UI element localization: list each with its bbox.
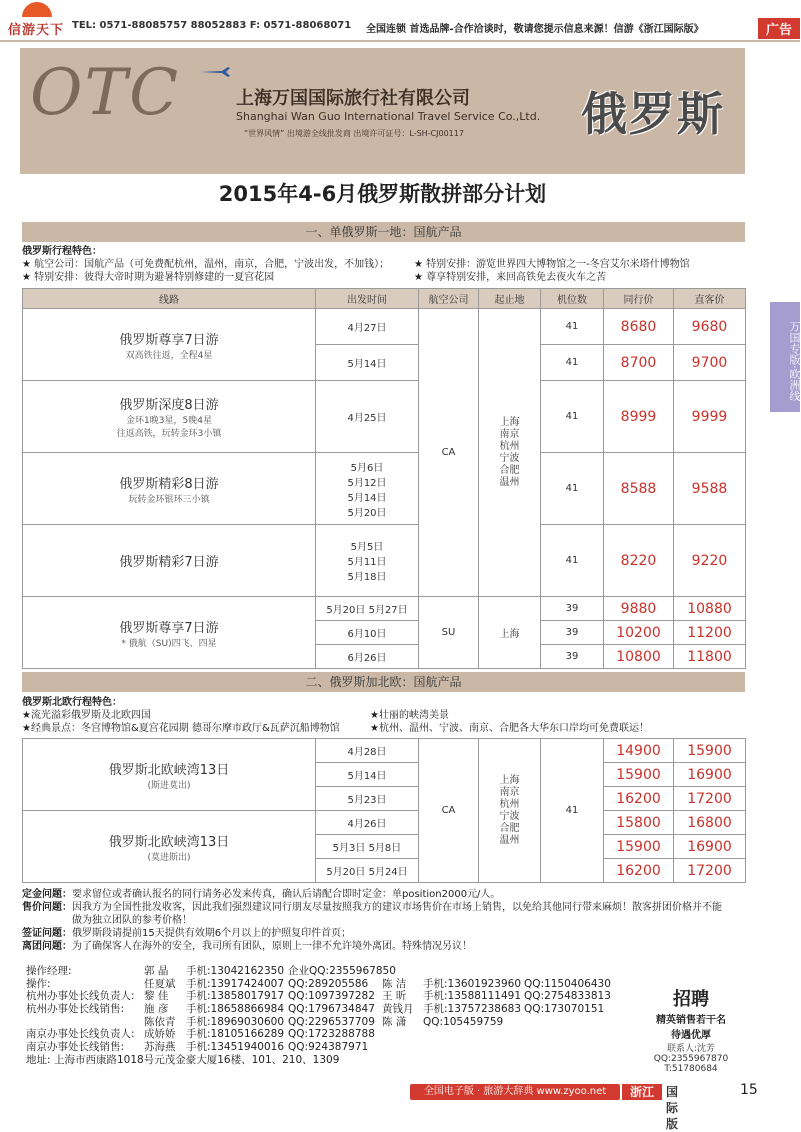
route-name: 俄罗斯北欧峡湾13日: [108, 834, 230, 850]
contact-name: 陈 潇: [382, 1015, 407, 1028]
sun-icon: [22, 2, 52, 17]
route-sub: 玩转金环银环三小镇: [128, 494, 210, 505]
peer-price: 8588: [604, 453, 674, 525]
seats-cell: 41: [541, 309, 604, 345]
note-label: 定金问题：: [22, 889, 72, 900]
contact-qq: QQ:1150406430: [524, 977, 611, 990]
feature-title: 俄罗斯行程特色：: [22, 246, 102, 257]
peer-price: 14900: [604, 739, 674, 763]
peer-price: 8999: [604, 381, 674, 453]
contact-role: 杭州办事处长线销售:: [26, 1003, 125, 1016]
otc-logo: OTC: [30, 56, 181, 130]
seats-cell: 41: [541, 381, 604, 453]
address: 上海市西康路1018号元茂金豪大厦16楼、101、210、1309: [54, 1053, 340, 1066]
date-cell: 6月26日: [316, 645, 419, 669]
page-number: 15: [740, 1082, 758, 1098]
schedule-table-2: [22, 738, 746, 883]
header-banner: [20, 48, 745, 174]
schedule-table-1: [22, 288, 746, 669]
contact-name: 成娇娇: [144, 1028, 176, 1041]
note-label: 售价问题：: [22, 902, 72, 913]
feature-line: ★ 特别安排：彼得大帝时期为避暑特别修建的一夏宫花园: [22, 272, 275, 283]
seats-cell: 39: [541, 597, 604, 621]
plan-title: 2015年4-6月俄罗斯散拼部分计划: [218, 182, 547, 206]
side-tab: 万国专版·欧洲线: [770, 302, 800, 412]
contact-qq: QQ:2754833813: [524, 990, 611, 1003]
route-sub: * 俄航（SU)四飞、四星: [121, 638, 217, 649]
contact-name: 苏海燕: [144, 1041, 176, 1054]
route-cell: [23, 309, 316, 381]
plane-icon: [200, 66, 230, 78]
table-row: [23, 309, 746, 345]
airline-cell: SU: [419, 597, 479, 669]
route-name: 俄罗斯深度8日游: [119, 398, 219, 413]
recruit-line: QQ:2355967870: [653, 1054, 729, 1064]
date-line: 5月6日: [350, 462, 384, 474]
route-name: 俄罗斯精彩8日游: [119, 476, 219, 492]
date-cell: 5月20日 5月24日: [316, 859, 419, 883]
city: 上海: [499, 774, 520, 786]
city: 合肥: [499, 822, 520, 834]
contact-name: 施 彦: [144, 1003, 169, 1016]
company-name: 上海万国国际旅行社有限公司: [236, 88, 470, 109]
route-cell: [23, 381, 316, 453]
direct-price: 9220: [674, 525, 746, 597]
seats-cell: 39: [541, 645, 604, 669]
date-cell: 4月27日: [316, 309, 419, 345]
feature-line: ★ 尊享特别安排，来回高铁免去夜火车之苦: [414, 272, 607, 283]
section-1-bar: 一、单俄罗斯一地：国航产品: [22, 222, 745, 242]
peer-price: 15900: [604, 835, 674, 859]
contact-qq: QQ:289205586: [288, 977, 369, 990]
route-name: 俄罗斯精彩7日游: [119, 555, 219, 570]
note-text: 做为独立团队的参考价格！: [72, 915, 192, 926]
date-cell: [316, 525, 419, 597]
table-header: [23, 289, 746, 309]
section-2-features: [22, 696, 745, 736]
route-sub: (莫进斯出): [147, 852, 191, 863]
company-name-en: Shanghai Wan Guo International Travel Service Co.,Ltd.: [236, 110, 541, 123]
section-2-bar: 二、俄罗斯加北欧：国航产品: [22, 672, 745, 692]
recruit-line: T:51780684: [664, 1064, 718, 1074]
feature-line: ★杭州、温州、宁波、南京、合肥各大华东口岸均可免费联运！: [370, 723, 649, 734]
city: 温州: [499, 834, 520, 846]
contact-qq: QQ:105459759: [423, 1015, 504, 1028]
seats-cell: 41: [541, 739, 604, 883]
col-header: 起止地: [479, 289, 541, 309]
direct-price: 9680: [674, 309, 746, 345]
note-label: 签证问题：: [22, 928, 72, 939]
direct-price: 17200: [674, 859, 746, 883]
city: 温州: [499, 476, 520, 488]
contact-qq: QQ:1796734847: [288, 1003, 375, 1016]
note-text: 俄罗斯段请提前15天提供有效期6个月以上的护照复印件首页；: [72, 928, 352, 939]
date-cell: 5月20日 5月27日: [316, 597, 419, 621]
date-cell: 5月23日: [316, 787, 419, 811]
contact-phone: 手机:13601923960: [423, 977, 522, 990]
contact-qq: 企业QQ:2355967850: [288, 965, 396, 977]
date-line: 5月20日: [347, 507, 387, 519]
col-header: 线路: [23, 289, 316, 309]
contact-qq: QQ:1723288788: [288, 1028, 375, 1041]
ad-tag: 广告: [758, 18, 800, 39]
contact-row: [26, 1003, 646, 1016]
recruit-title: 招聘: [673, 989, 709, 1010]
col-header: 同行价: [604, 289, 674, 309]
date-line: 5月5日: [350, 542, 384, 553]
contact-role: 杭州办事处长线负责人:: [26, 990, 135, 1003]
recruit-line: 待遇优厚: [671, 1030, 711, 1041]
feature-line: ★经典景点：冬宫博物馆&夏宫花园期 德哥尔摩市政厅&瓦萨沉船博物馆: [22, 723, 340, 734]
contact-name: 陈依青: [144, 1015, 176, 1028]
seats-cell: 41: [541, 453, 604, 525]
russia-title: 俄罗斯: [581, 87, 725, 141]
contact-name: 王 昕: [382, 990, 407, 1003]
peer-price: 9880: [604, 597, 674, 621]
table-row: [23, 811, 746, 835]
peer-price: 8680: [604, 309, 674, 345]
direct-price: 9700: [674, 345, 746, 381]
contact-role: 操作经理:: [26, 965, 72, 977]
peer-price: 10200: [604, 621, 674, 645]
logo-text: 信游天下: [8, 23, 65, 38]
direct-price: 16800: [674, 811, 746, 835]
route-name: 俄罗斯尊享7日游: [119, 332, 219, 348]
col-header: 出发时间: [316, 289, 419, 309]
direct-price: 10880: [674, 597, 746, 621]
table-row: [23, 453, 746, 525]
contact-role: 地址:: [26, 1053, 51, 1066]
date-cell: 4月26日: [316, 811, 419, 835]
route-sub: 金环1晚3星，5晚4星: [126, 416, 212, 426]
peer-price: 16200: [604, 787, 674, 811]
contact-phone: 手机:13042162350: [186, 965, 285, 977]
date-cell: 5月14日: [316, 345, 419, 381]
city: 合肥: [499, 464, 520, 476]
contact-qq: QQ:2296537709: [288, 1015, 375, 1028]
contact-row: [26, 965, 646, 978]
city: 南京: [499, 428, 520, 440]
contact-phone: 手机:13917424007: [186, 977, 285, 990]
route-cell: [23, 525, 316, 597]
top-strip: [0, 0, 800, 42]
contact-row: [26, 990, 646, 1003]
seats-cell: 41: [541, 525, 604, 597]
route-cell: [23, 739, 316, 811]
direct-price: 17200: [674, 787, 746, 811]
city: 宁波: [499, 810, 520, 822]
peer-price: 8220: [604, 525, 674, 597]
date-cell: 5月3日 5月8日: [316, 835, 419, 859]
recruit-box: [640, 985, 742, 1074]
route-cell: [23, 811, 316, 883]
contact-name: 任夏斌: [144, 977, 176, 990]
contact-role: 南京办事处长线负责人:: [26, 1028, 135, 1041]
contact-row: [26, 1028, 646, 1041]
contacts-block: [26, 965, 646, 1067]
peer-price: 10800: [604, 645, 674, 669]
contact-name: 郭 晶: [144, 965, 169, 977]
date-cell: [316, 453, 419, 525]
contact-row: [26, 1041, 646, 1054]
peer-price: 16200: [604, 859, 674, 883]
col-header: 航空公司: [419, 289, 479, 309]
airline-cell: CA: [419, 309, 479, 597]
section-1-features: [22, 245, 745, 285]
contact-row: [26, 1054, 646, 1067]
date-line: 5月12日: [347, 477, 387, 489]
footer-site-link[interactable]: 全国电子版 · 旅游大辞典 www.zyoo.net: [410, 1084, 620, 1100]
table-row: [23, 381, 746, 453]
brand-logo: [6, 2, 68, 40]
route-cell: [23, 453, 316, 525]
peer-price: 8700: [604, 345, 674, 381]
direct-price: 15900: [674, 739, 746, 763]
route-sub: (斯进莫出): [147, 780, 191, 791]
table-row: [23, 739, 746, 763]
contact-name: 黎 佳: [144, 990, 169, 1003]
direct-price: 16900: [674, 835, 746, 859]
note-text: 因我方为全国性批发收客，因此我们强烈建议同行朋友尽量按照我方的建议市场售价在市场上销售，以免给其他同行带来麻烦！散客拼团价格并不能: [72, 902, 722, 913]
peer-price: 15900: [604, 763, 674, 787]
contact-row: [26, 1016, 646, 1029]
feature-line: ★流光溢彩俄罗斯及北欧四国: [22, 710, 151, 721]
date-cell: 5月14日: [316, 763, 419, 787]
feature-title: 俄罗斯北欧行程特色：: [22, 697, 122, 708]
note-text: 要求留位或者确认报名的同行请务必发来传真，确认后请配合即时定金：单position2000元/人。: [72, 889, 501, 900]
route-cell: [23, 597, 316, 669]
recruit-line: 联系人:沈芳: [666, 1044, 716, 1054]
date-cell: 4月25日: [316, 381, 419, 453]
notice-text: 全国连锁 首选品牌-合作洽谈时，敬请您提示信息来源！信游《浙江国际版》: [366, 24, 704, 35]
date-line: 5月18日: [347, 572, 387, 583]
city: 杭州: [499, 440, 520, 452]
footer-zhejiang: 浙江: [622, 1084, 662, 1100]
contact-phone: 手机:18969030600: [186, 1015, 285, 1028]
recruit-line: 精英销售若干名: [656, 1015, 726, 1026]
note-text: 为了确保客人在海外的安全，我司所有团队，原则上一律不允许境外离团。特殊情况另议！: [72, 941, 472, 952]
route-name: 俄罗斯北欧峡湾13日: [108, 762, 230, 778]
city: 南京: [499, 786, 520, 798]
contact-qq: QQ:173070151: [524, 1003, 605, 1016]
footer-intl: 国际版: [666, 1085, 679, 1131]
cities-cell: [479, 309, 541, 597]
direct-price: 9588: [674, 453, 746, 525]
feature-line: ★ 航空公司：国航产品（可免费配杭州，温州，南京，合肥，宁波出发，不加钱）；: [22, 259, 390, 270]
contact-name: 黄钱月: [382, 1003, 414, 1016]
contact-qq: QQ:1097397282: [288, 990, 375, 1003]
contact-tel: TEL: 0571-88085757 88052883 F: 0571-88068071: [72, 20, 352, 31]
col-header: 直客价: [674, 289, 746, 309]
contact-role: 操作:: [26, 977, 51, 990]
contact-name: 陈 洁: [382, 977, 407, 990]
route-sub: 双高铁往返，全程4星: [125, 350, 213, 361]
route-sub: 往返高铁，玩转金环3小镇: [116, 429, 222, 439]
contact-phone: 手机:13588111491: [423, 990, 522, 1003]
seats-cell: 39: [541, 621, 604, 645]
date-line: 5月11日: [347, 557, 387, 568]
city: 上海: [499, 416, 520, 428]
table-row: [23, 525, 746, 597]
contact-phone: 手机:13757238683: [423, 1003, 522, 1016]
contact-role: 南京办事处长线销售:: [26, 1041, 125, 1054]
feature-line: ★壮丽的峡湾美景: [370, 710, 449, 721]
note-label: 离团问题：: [22, 941, 72, 952]
date-cell: 4月28日: [316, 739, 419, 763]
contact-phone: 手机:18658866984: [186, 1003, 285, 1016]
direct-price: 16900: [674, 763, 746, 787]
contact-qq: QQ:924387971: [288, 1041, 369, 1054]
cities-cell: [479, 739, 541, 883]
notes-block: [22, 888, 745, 953]
route-name: 俄罗斯尊享7日游: [119, 620, 219, 636]
contact-row: [26, 978, 646, 991]
peer-price: 15800: [604, 811, 674, 835]
cities-cell: 上海: [479, 597, 541, 669]
direct-price: 9999: [674, 381, 746, 453]
date-line: 5月14日: [347, 492, 387, 504]
license-text: “世界风情” 出境游全线批发商 出境许可证号：L-SH-CJ00117: [244, 129, 464, 138]
contact-phone: 手机:13858017917: [186, 990, 285, 1003]
contact-phone: 手机:18105166289: [186, 1028, 285, 1041]
feature-line: ★ 特别安排：游览世界四大博物馆之一-冬宫艾尔米塔什博物馆: [414, 259, 690, 270]
contact-phone: 手机:13451940016: [186, 1041, 285, 1054]
table-row: [23, 597, 746, 621]
direct-price: 11800: [674, 645, 746, 669]
city: 杭州: [499, 798, 520, 810]
seats-cell: 41: [541, 345, 604, 381]
airline-cell: CA: [419, 739, 479, 883]
col-header: 机位数: [541, 289, 604, 309]
direct-price: 11200: [674, 621, 746, 645]
city: 宁波: [499, 452, 520, 464]
date-cell: 6月10日: [316, 621, 419, 645]
